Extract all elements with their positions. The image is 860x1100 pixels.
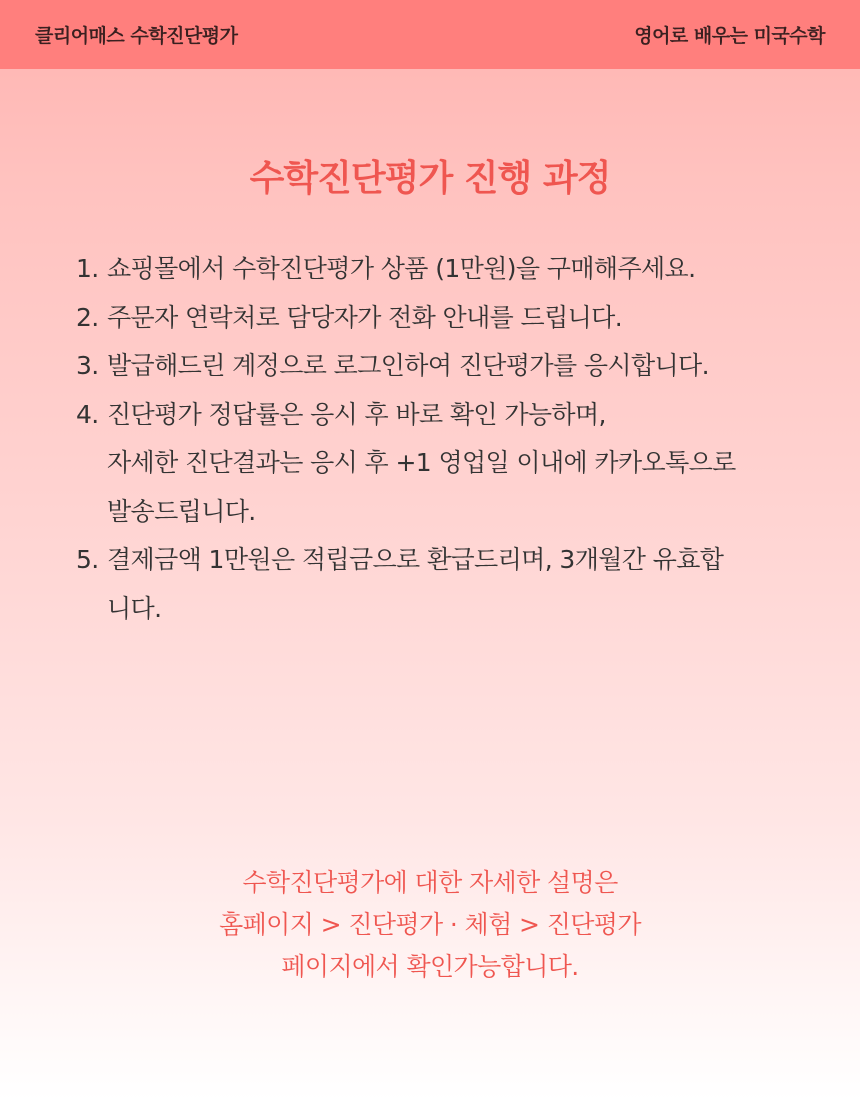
step-number: 1.: [76, 254, 99, 283]
step-number: 2.: [76, 302, 99, 332]
step-line: 쇼핑몰에서 수학진단평가 상품 (1만원)을 구매해주세요.: [107, 254, 696, 283]
step-line: 발송드립니다.: [107, 496, 256, 526]
step-text: [107, 245, 796, 294]
step-text: [107, 294, 796, 343]
footer-line: 페이지에서 확인가능합니다.: [281, 952, 579, 981]
step-text: [107, 391, 796, 537]
step-text: [107, 536, 796, 633]
step-line: 주문자 연락처로 담당자가 전화 안내를 드립니다.: [107, 302, 623, 332]
header-bar: [0, 0, 860, 69]
step-line: 발급해드린 계정으로 로그인하여 진단평가를 응시합니다.: [107, 351, 709, 380]
step-number: 4.: [76, 399, 99, 429]
footer-line: 홈페이지 > 진단평가 · 체험 > 진단평가: [219, 910, 641, 939]
process-steps: [76, 245, 796, 633]
page-title: 수학진단평가 진행 과정: [249, 158, 611, 199]
step-number: 3.: [76, 351, 99, 380]
step-4: [76, 391, 796, 537]
step-3: [76, 342, 796, 391]
footer-note: [0, 862, 860, 988]
step-2: [76, 294, 796, 343]
header-tagline: 영어로 배우는 미국수학: [634, 25, 825, 47]
step-1: [76, 245, 796, 294]
footer-line: 수학진단평가에 대한 자세한 설명은: [242, 868, 618, 897]
step-5: [76, 536, 796, 633]
step-text: [107, 342, 796, 391]
step-number: 5.: [76, 545, 99, 574]
step-line: 니다.: [107, 593, 162, 623]
header-brand: 클리어매스 수학진단평가: [35, 25, 238, 47]
step-line: 진단평가 정답률은 응시 후 바로 확인 가능하며,: [107, 399, 606, 429]
step-line: 결제금액 1만원은 적립금으로 환급드리며, 3개월간 유효합: [107, 545, 724, 574]
step-line: 자세한 진단결과는 응시 후 +1 영업일 이내에 카카오톡으로: [107, 448, 736, 477]
